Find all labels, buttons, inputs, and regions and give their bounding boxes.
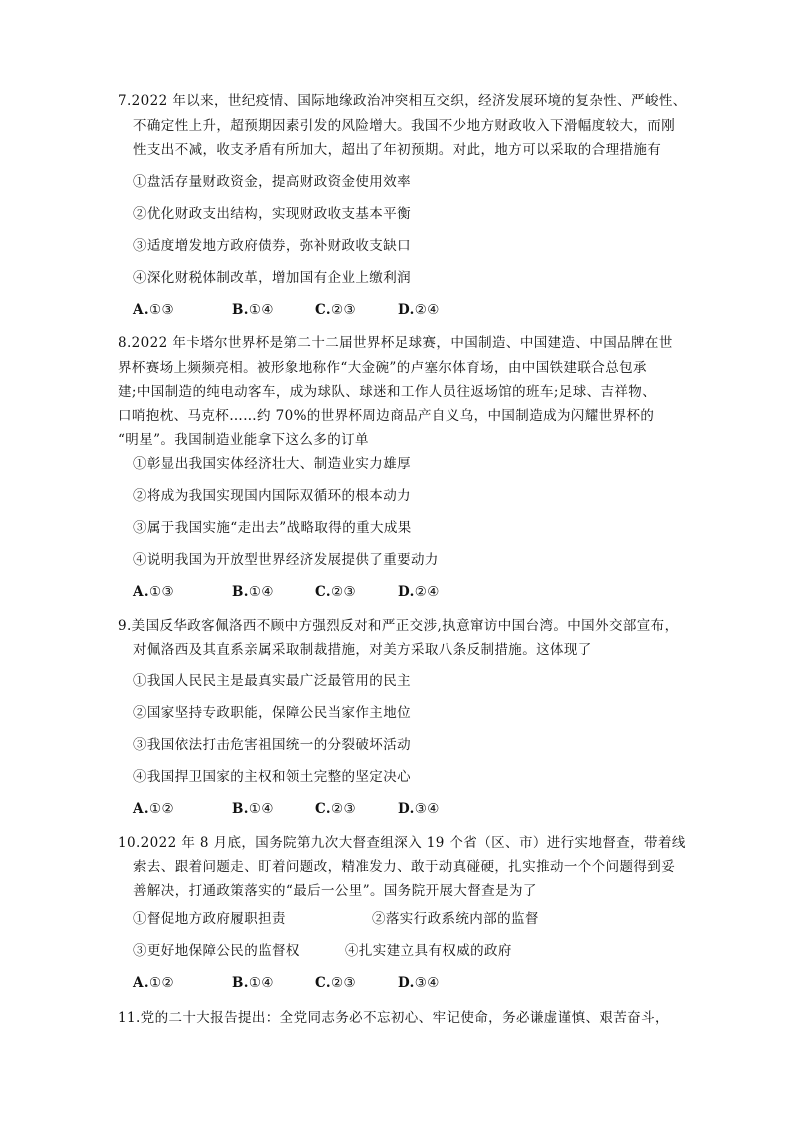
question-10-choice-b	[232, 975, 274, 991]
question-10-option-4: ④扎实建立具有权威的政府	[345, 943, 512, 959]
choice-value: ②③	[331, 801, 357, 817]
choice-letter: D.	[398, 975, 415, 991]
question-8-choice-c	[315, 584, 356, 600]
choice-value: ③④	[414, 801, 440, 817]
choice-value: ①③	[148, 302, 174, 318]
choice-letter: C.	[315, 584, 332, 600]
choice-value: ①④	[248, 584, 274, 600]
question-9-option-2: ②国家坚持专政职能，保障公民当家作主地位	[133, 705, 411, 721]
choice-letter: D.	[398, 584, 415, 600]
question-9-choice-a	[133, 801, 174, 817]
choice-value: ①③	[148, 584, 174, 600]
question-8-option-3: ③属于我国实施“走出去”战略取得的重大成果	[133, 520, 412, 536]
choice-letter: A.	[133, 975, 149, 991]
choice-letter: D.	[398, 302, 415, 318]
choice-letter: C.	[315, 975, 332, 991]
question-8-stem-line-4: 口哨抱枕、马克杯……约 70%的世界杯周边商品产自义乌，中国制造成为闪耀世界杯的	[118, 408, 655, 424]
question-9-choice-c	[315, 801, 356, 817]
question-8-option-1: ①彰显出我国实体经济壮大、制造业实力雄厚	[133, 456, 411, 472]
question-9-option-3: ③我国依法打击危害祖国统一的分裂破坏活动	[133, 737, 411, 753]
choice-letter: C.	[315, 302, 332, 318]
question-8-option-4: ④说明我国为开放型世界经济发展提供了重要动力	[133, 552, 439, 568]
choice-letter: A.	[133, 302, 149, 318]
choice-letter: D.	[398, 801, 415, 817]
question-8-stem-line-3: 建;中国制造的纯电动客车，成为球队、球迷和工作人员往返场馆的班车;足球、吉祥物、	[118, 384, 657, 400]
question-8-stem-line-2: 界杯赛场上频频亮相。被形象地称作“大金碗”的卢塞尔体育场，由中国铁建联合总包承	[118, 360, 647, 376]
choice-letter: C.	[315, 801, 332, 817]
question-7-option-4: ④深化财税体制改革，增加国有企业上缴利润	[133, 270, 411, 286]
question-10-stem-line-1: 10.2022 年 8 月底，国务院第九次大督查组深入 19 个省（区、市）进行实地督查，带着线	[118, 835, 686, 851]
question-9-option-1: ①我国人民民主是最真实最广泛最管用的民主	[133, 673, 411, 689]
question-7-choice-d	[398, 302, 440, 318]
question-9-choice-b	[232, 801, 274, 817]
choice-letter: B.	[232, 801, 249, 817]
choice-letter: A.	[133, 801, 149, 817]
choice-value: ②③	[331, 975, 357, 991]
question-7-option-3: ③适度增发地方政府债券，弥补财政收支缺口	[133, 238, 411, 254]
question-8-choice-d	[398, 584, 440, 600]
choice-value: ①②	[148, 975, 174, 991]
question-8-choice-b	[232, 584, 274, 600]
question-9-stem-line-1: 9.美国反华政客佩洛西不顾中方强烈反对和严正交涉,执意窜访中国台湾。中国外交部宣布，	[118, 618, 679, 634]
question-7-stem-line-3: 性支出不减，收支矛盾有所加大，超出了年初预期。对此，地方可以采取的合理措施有	[133, 142, 662, 158]
question-10-choice-c	[315, 975, 356, 991]
question-8-stem-line-1: 8.2022 年卡塔尔世界杯是第二十二届世界杯足球赛，中国制造、中国建造、中国品牌在世	[118, 335, 673, 351]
choice-letter: A.	[133, 584, 149, 600]
question-10-option-3: ③更好地保障公民的监督权	[133, 943, 300, 959]
question-8-choice-a	[133, 584, 174, 600]
choice-value: ②④	[414, 302, 440, 318]
choice-value: ②④	[414, 584, 440, 600]
question-10-stem-line-2: 索去、跟着问题走、盯着问题改，精准发力、敢于动真碰硬，扎实推动一个个问题得到妥	[133, 859, 676, 875]
question-10-option-2: ②落实行政系统内部的监督	[372, 911, 539, 927]
choice-value: ①④	[248, 975, 274, 991]
question-7-stem-line-2: 不确定性上升，超预期因素引发的风险增大。我国不少地方财政收入下滑幅度较大，而刚	[133, 118, 676, 134]
question-7-option-2: ②优化财政支出结构，实现财政收支基本平衡	[133, 206, 411, 222]
choice-value: ③④	[414, 975, 440, 991]
choice-letter: B.	[232, 975, 249, 991]
question-11-stem-line-1: 11.党的二十大报告提出：全党同志务必不忘初心、牢记使命，务必谦虚谨慎、艰苦奋斗，	[118, 1010, 669, 1026]
question-10-option-1: ①督促地方政府履职担责	[133, 911, 286, 927]
choice-letter: B.	[232, 584, 249, 600]
choice-letter: B.	[232, 302, 249, 318]
question-7-choice-b	[232, 302, 274, 318]
question-7-choice-c	[315, 302, 356, 318]
choice-value: ①④	[248, 801, 274, 817]
question-10-stem-line-3: 善解决，打通政策落实的“最后一公里”。国务院开展大督查是为了	[133, 883, 537, 899]
choice-value: ②③	[331, 302, 357, 318]
choice-value: ①②	[148, 801, 174, 817]
question-10-choice-d	[398, 975, 440, 991]
question-9-option-4: ④我国捍卫国家的主权和领土完整的坚定决心	[133, 769, 411, 785]
question-10-choice-a	[133, 975, 174, 991]
question-7-option-1: ①盘活存量财政资金，提高财政资金使用效率	[133, 174, 411, 190]
question-7-choice-a	[133, 302, 174, 318]
choice-value: ①④	[248, 302, 274, 318]
question-7-stem-line-1: 7.2022 年以来，世纪疫情、国际地缘政治冲突相互交织，经济发展环境的复杂性、严峻性、	[118, 93, 687, 109]
choice-value: ②③	[331, 584, 357, 600]
question-8-option-2: ②将成为我国实现国内国际双循环的根本动力	[133, 488, 411, 504]
question-9-choice-d	[398, 801, 440, 817]
question-8-stem-line-5: “明星”。我国制造业能拿下这么多的订单	[118, 432, 369, 448]
question-9-stem-line-2: 对佩洛西及其直系亲属采取制裁措施，对美方采取八条反制措施。这体现了	[133, 642, 592, 658]
